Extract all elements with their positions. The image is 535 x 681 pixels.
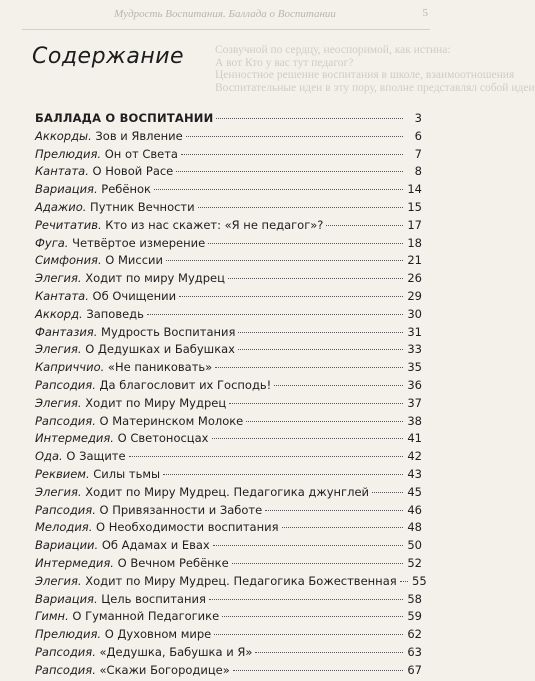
toc-page-number: 36 [407, 377, 422, 392]
toc-entry-text: О Дедушках и Бабушках [81, 342, 235, 357]
page-title: Содержание [32, 44, 185, 69]
toc-entry[interactable] [35, 645, 422, 663]
toc-entry-title [35, 325, 235, 339]
toc-page-number: 43 [407, 466, 422, 481]
toc-entry-genre: Каприччио. [35, 360, 105, 375]
toc-entry-genre: Рапсодия. [35, 502, 96, 517]
toc-entry[interactable] [35, 538, 422, 556]
toc-page-number: 15 [407, 199, 422, 214]
toc-entry[interactable] [35, 414, 422, 432]
toc-page-number: 26 [407, 271, 422, 286]
header-rule [22, 29, 430, 30]
dot-leader [238, 332, 403, 333]
dot-leader [274, 385, 403, 386]
toc-entry-genre: Аккорд. [35, 306, 83, 321]
dot-leader [400, 581, 408, 582]
toc-entry[interactable] [35, 378, 422, 396]
dot-leader [228, 278, 403, 279]
toc-entry-title [35, 396, 226, 410]
toc-entry-text: О Привязанности и Заботе [95, 502, 263, 517]
toc-page-number: 21 [407, 253, 422, 268]
toc-entry-text: Заповедь [82, 306, 144, 321]
toc-entry-text: Силы тьмы [89, 466, 161, 481]
toc-entry-text: «Скажи Богородице» [95, 662, 230, 677]
toc-entry-title [35, 449, 126, 463]
bleed-line: Созвучной по сердцу, неоспоримой, как истина: [215, 44, 451, 56]
toc-entry-text: БАЛЛАДА О ВОСПИТАНИИ [35, 111, 214, 125]
toc-entry-title [35, 342, 235, 356]
toc-entry[interactable] [35, 467, 422, 485]
toc-page-number: 46 [407, 502, 422, 517]
toc-page-number: 29 [407, 288, 422, 303]
toc-entry-title [35, 467, 160, 481]
dot-leader [209, 599, 403, 600]
dot-leader [154, 189, 403, 190]
toc-entry-title [35, 307, 144, 321]
bleed-through-text [215, 44, 535, 94]
toc-entry[interactable] [35, 271, 422, 289]
toc-entry-text: Мудрость Воспитания [97, 324, 236, 339]
toc-entry-genre: Кантата. [35, 164, 89, 179]
toc-entry[interactable] [35, 449, 422, 467]
toc-page-number: 17 [407, 217, 422, 232]
toc-entry[interactable] [35, 663, 422, 681]
dot-leader [246, 421, 403, 422]
dot-leader [215, 367, 403, 368]
toc-entry[interactable] [35, 129, 422, 147]
dot-leader [232, 563, 403, 564]
toc-entry[interactable] [35, 342, 422, 360]
toc-entry[interactable] [35, 396, 422, 414]
running-head: Мудрость Воспитания. Баллада о Воспитании [114, 8, 336, 20]
dot-leader [147, 314, 403, 315]
toc-entry[interactable] [35, 592, 422, 610]
dot-leader [186, 136, 403, 137]
toc-page-number: 41 [407, 431, 422, 446]
toc-page-number: 7 [414, 146, 422, 161]
dot-leader [238, 349, 403, 350]
toc-entry-genre: Элегия. [35, 573, 82, 588]
dot-leader [265, 510, 403, 511]
toc-page-number: 8 [414, 164, 422, 179]
toc-entry-genre: Элегия. [35, 271, 82, 286]
dot-leader [198, 207, 403, 208]
toc-page-number: 30 [407, 306, 422, 321]
toc-entry-text: Кто из нас скажет: «Я не педагог»? [101, 217, 324, 232]
toc-entry-genre: Рапсодия. [35, 662, 96, 677]
toc-page-number: 50 [407, 538, 422, 553]
toc-entry-text: О Светоносцах [113, 431, 209, 446]
toc-entry-text: Об Адамах и Евах [98, 538, 210, 553]
toc-entry[interactable] [35, 325, 422, 343]
toc-entry[interactable] [35, 503, 422, 521]
dot-leader [212, 438, 404, 439]
dot-leader [179, 296, 403, 297]
toc-entry-text: Ходит по Миру Мудрец. Педагогика Божественная [81, 573, 397, 588]
toc-entry-title [35, 182, 151, 196]
toc-entry-text: «Дедушка, Бабушка и Я» [95, 644, 253, 659]
bleed-line: Воспитательные идеи в эту пору, вполне представлял собой идеи [215, 81, 535, 94]
toc-entry-title [35, 663, 230, 677]
toc-entry-genre: Мелодия. [35, 520, 93, 535]
toc-entry[interactable] [35, 236, 422, 254]
toc-entry[interactable] [35, 289, 422, 307]
toc-entry-title [35, 609, 219, 623]
dot-leader [166, 260, 403, 261]
toc-entry-text: Да благословит их Господь! [95, 377, 272, 392]
toc-entry-genre: Интермедия. [35, 431, 114, 446]
dot-leader [372, 492, 403, 493]
toc-page-number: 3 [414, 111, 422, 125]
toc-entry-title [35, 574, 397, 588]
toc-entry-text: О Новой Расе [88, 164, 174, 179]
toc-entry-title [35, 431, 209, 445]
toc-entry-text: Ходит по Миру Мудрец. Педагогика джунглей [81, 484, 369, 499]
toc-entry-title [35, 129, 183, 143]
toc-entry-text: «Не паниковать» [104, 360, 213, 375]
toc-entry-title [35, 147, 178, 161]
toc-entry-text: О Необходимости воспитания [92, 520, 279, 535]
toc-entry-title [35, 218, 323, 232]
toc-entry-genre: Элегия. [35, 342, 82, 357]
toc-entry-title [35, 271, 225, 285]
toc-entry-genre: Реквием. [35, 466, 90, 481]
toc-entry-title [35, 592, 206, 606]
toc-entry-title [35, 289, 176, 303]
toc-entry-title [35, 645, 252, 659]
dot-leader [213, 545, 403, 546]
toc-page-number: 33 [407, 342, 422, 357]
toc-entry-title [35, 556, 229, 570]
toc-page-number: 38 [407, 413, 422, 428]
toc-entry-genre: Вариация. [35, 182, 98, 197]
toc-entry-genre: Фуга. [35, 235, 69, 250]
toc-entry-title [35, 378, 271, 392]
bleed-line: Ценностное решение воспитания в школе, взаимоотношения [215, 69, 515, 81]
toc-page-number: 55 [412, 573, 427, 588]
toc-entry-genre: Прелюдия. [35, 146, 102, 161]
toc-page-number: 58 [407, 591, 422, 606]
toc-entry-title [35, 485, 369, 499]
dot-leader [229, 403, 403, 404]
toc-entry-genre: Рапсодия. [35, 377, 96, 392]
dot-leader [214, 634, 403, 635]
dot-leader [326, 225, 403, 226]
toc-entry-text: Об Очищении [88, 288, 177, 303]
toc-page-number: 42 [407, 449, 422, 464]
toc-entry-title [35, 520, 279, 534]
toc-entry[interactable] [35, 307, 422, 325]
toc-page-number: 37 [407, 395, 422, 410]
page-number: 5 [422, 7, 428, 19]
dot-leader [255, 652, 403, 653]
toc-entry[interactable] [35, 520, 422, 538]
toc-page-number: 48 [407, 520, 422, 535]
toc-entry-text: О Миссии [101, 253, 163, 268]
toc-entry-title [35, 253, 163, 267]
toc-entry[interactable] [35, 147, 422, 165]
toc-entry-text: Ходит по Миру Мудрец [81, 395, 227, 410]
toc-entry-genre: Речитатив. [35, 217, 102, 232]
toc-page-number: 45 [407, 484, 422, 499]
toc-entry-genre: Прелюдия. [35, 627, 102, 642]
toc-entry[interactable] [35, 609, 422, 627]
toc-page-number: 14 [407, 182, 422, 197]
toc-page-number: 35 [407, 360, 422, 375]
dot-leader [129, 456, 403, 457]
toc-entry-title [35, 200, 195, 214]
toc-entry-title [35, 236, 205, 250]
toc-entry[interactable] [35, 360, 422, 378]
toc-entry-genre: Вариации. [35, 538, 99, 553]
dot-leader [282, 527, 403, 528]
toc-entry-text: О Вечном Ребёнке [113, 555, 229, 570]
toc-entry-text: О Духовном мире [101, 627, 212, 642]
toc-entry-text: Ходит по миру Мудрец [81, 271, 225, 286]
dot-leader [208, 243, 403, 244]
toc-entry-text: Четвёртое измерение [68, 235, 206, 250]
dot-leader [163, 474, 403, 475]
toc-entry-title [35, 503, 262, 517]
toc-entry-text: О Материнском Молоке [95, 413, 244, 428]
toc-entry[interactable] [35, 253, 422, 271]
toc-section-heading[interactable] [35, 111, 422, 129]
table-of-contents [35, 111, 427, 681]
toc-entry[interactable] [35, 164, 422, 182]
toc-entry[interactable] [35, 431, 422, 449]
toc-entry-title [35, 538, 210, 552]
toc-entry-genre: Кантата. [35, 288, 89, 303]
toc-entry[interactable] [35, 627, 422, 645]
toc-entry-genre: Вариация. [35, 591, 98, 606]
dot-leader [176, 171, 403, 172]
toc-entry-genre: Рапсодия. [35, 644, 96, 659]
toc-entry-genre: Гимн. [35, 609, 69, 624]
toc-entry-text: Зов и Явление [91, 128, 183, 143]
toc-entry-title [35, 360, 212, 374]
toc-entry[interactable] [35, 218, 422, 236]
toc-entry-title [35, 414, 243, 428]
dot-leader [233, 670, 403, 671]
dot-leader [181, 154, 403, 155]
toc-entry-genre: Ода. [35, 449, 63, 464]
toc-page-number: 62 [407, 627, 422, 642]
toc-entry-text: Ребёнок [97, 182, 151, 197]
toc-entry-genre: Рапсодия. [35, 413, 96, 428]
toc-page-number: 63 [407, 644, 422, 659]
toc-entry[interactable] [35, 485, 422, 503]
toc-entry-text: Цель воспитания [97, 591, 206, 606]
toc-page-number: 52 [407, 555, 422, 570]
toc-entry[interactable] [35, 182, 422, 200]
toc-entry-text: О Защите [62, 449, 126, 464]
toc-page-number: 6 [414, 128, 422, 143]
toc-entry-genre: Интермедия. [35, 555, 114, 570]
dot-leader [216, 118, 403, 119]
toc-entry-genre: Элегия. [35, 395, 82, 410]
toc-entry[interactable] [35, 573, 427, 592]
toc-entry-text: О Гуманной Педагогике [68, 609, 220, 624]
toc-entry-title [35, 111, 213, 125]
toc-entry-genre: Аккорды. [35, 128, 92, 143]
toc-entry-genre: Симфония. [35, 253, 102, 268]
toc-entry[interactable] [35, 556, 422, 574]
toc-entry-text: Он от Света [101, 146, 178, 161]
toc-entry-title [35, 627, 211, 641]
toc-entry-genre: Фантазия. [35, 324, 98, 339]
toc-page-number: 67 [407, 662, 422, 677]
toc-entry-text: Путник Вечности [86, 199, 195, 214]
toc-entry-genre: Элегия. [35, 484, 82, 499]
toc-entry-title [35, 164, 173, 178]
dot-leader [222, 616, 403, 617]
toc-entry[interactable] [35, 200, 422, 218]
toc-page-number: 18 [407, 235, 422, 250]
toc-page-number: 31 [407, 324, 422, 339]
toc-page-number: 59 [407, 609, 422, 624]
bleed-line: А вот Кто у вас тут педагог? [215, 56, 354, 69]
toc-entry-genre: Адажио. [35, 199, 87, 214]
